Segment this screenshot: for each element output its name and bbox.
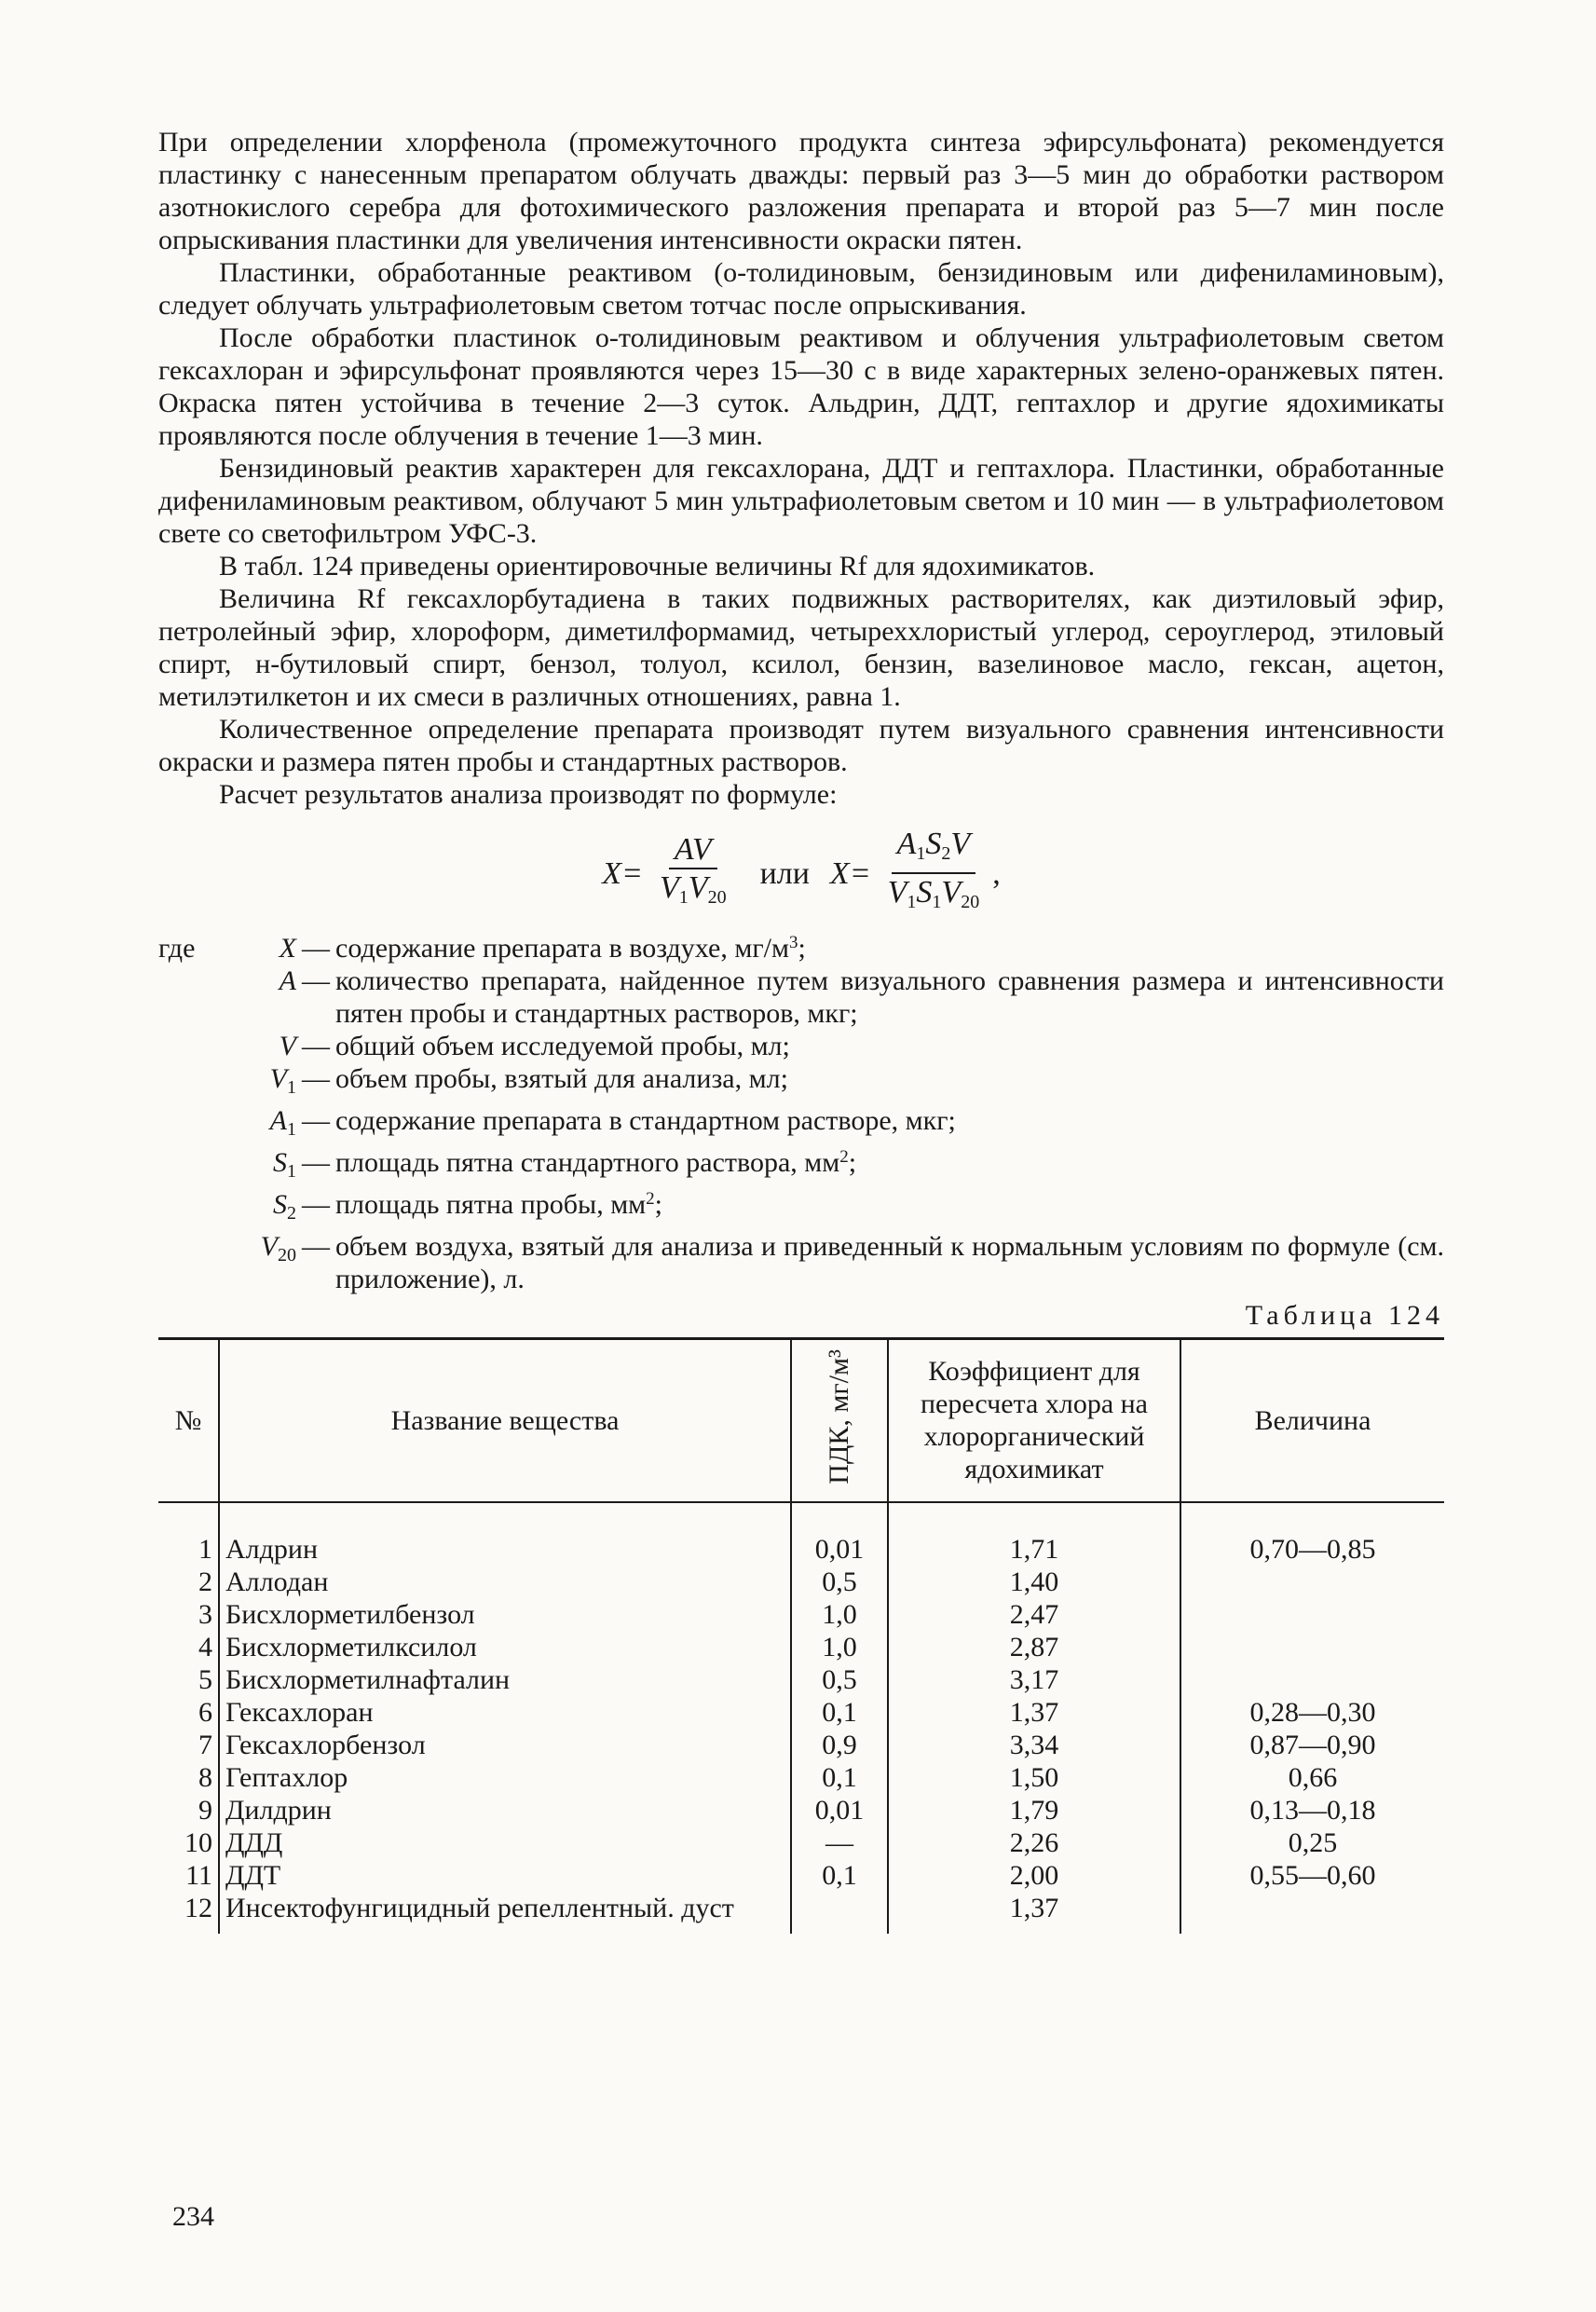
definition-item: [158, 1104, 1444, 1146]
table-row: [158, 1892, 1444, 1934]
definition-lead: где: [158, 933, 196, 964]
cell-coefficient: 1,37: [888, 1696, 1180, 1729]
fraction-1-numerator: AV: [669, 833, 717, 869]
table-row: [158, 1729, 1444, 1761]
cell-coefficient: 1,71: [888, 1502, 1180, 1566]
page-body: [158, 126, 1444, 1934]
table-body: [158, 1502, 1444, 1934]
definition-symbol: V: [279, 1031, 296, 1061]
paragraph-6: Величина Rf гексахлорбутадиена в таких подвижных растворителях, как диэтиловый эфир, петролейный эфир, хлороформ, диметилформамид, четыреххлористый углерод, сероуглерод, этиловый спирт, н-бутиловый спирт, бензол, толуол, ксилол, бензин, вазелиновое масло, гексан, ацетон, метилэтилкетон и их смеси в различных отношениях, равна 1.: [158, 583, 1444, 712]
formula: [158, 828, 1444, 919]
table-row: [158, 1859, 1444, 1892]
paragraph-5: В табл. 124 приведены ориентировочные величины Rf для ядохимикатов.: [219, 551, 1096, 581]
cell-name: Бисхлорметилксилол: [219, 1631, 791, 1663]
cell-name: Алдрин: [219, 1502, 791, 1566]
cell-coefficient: 2,47: [888, 1598, 1180, 1631]
formula-comma: ,: [992, 855, 1001, 891]
cell-pdk: —: [791, 1826, 888, 1859]
cell-num: 1: [198, 1533, 212, 1565]
definition-item: [158, 1146, 1444, 1188]
table-row: [158, 1598, 1444, 1631]
definition-dash: —: [302, 965, 330, 996]
table-row: [158, 1663, 1444, 1696]
definition-lead: [158, 1104, 212, 1146]
definition-dash: —: [302, 933, 330, 964]
cell-coefficient: 1,40: [888, 1566, 1180, 1598]
cell-coefficient: 2,26: [888, 1826, 1180, 1859]
cell-pdk: 0,5: [791, 1663, 888, 1696]
formula-or: или: [759, 855, 810, 891]
cell-num: 7: [198, 1729, 212, 1760]
paragraph-8: Расчет результатов анализа производят по формуле:: [219, 779, 838, 810]
definition-item: [158, 1062, 1444, 1104]
paragraph-7: Количественное определение препарата производят путем визуального сравнения интенсивности окраски и размера пятен пробы и стандартных растворов.: [158, 714, 1444, 777]
formula-fraction-1: [654, 833, 732, 914]
cell-num: 10: [184, 1826, 212, 1858]
paragraph-3: После обработки пластинок о-толидиновым реактивом и облучения ультрафиолетовым светом гексахлоран и эфирсульфонат проявляются через 15—30 с в виде характерных зелено-оранжевых пятен. Окраска пятен устойчива в течение 2—3 суток. Альдрин, ДДТ, гептахлор и другие ядохимикаты проявляются после облучения в течение 1—3 мин.: [158, 322, 1444, 451]
paragraph-1: При определении хлорфенола (промежуточного продукта синтеза эфирсульфоната) рекомендуется пластинку с нанесенным препаратом облучать дважды: первый раз 3—5 мин до обработки раствором азотнокислого серебра для фотохимического разложения препарата и второй раз 5—7 мин после опрыскивания пластинки для увеличения интенсивности окраски пятен.: [158, 127, 1444, 255]
header-num: №: [174, 1404, 202, 1436]
table-row: [158, 1631, 1444, 1663]
definition-text: общий объем исследуемой пробы, мл;: [335, 1031, 790, 1061]
fraction-1-denominator: $V_1V_{20}$: [660, 869, 727, 908]
definition-symbol: $S_1$: [273, 1147, 296, 1182]
cell-name: Бисхлорметилнафталин: [219, 1663, 791, 1696]
definition-text: площадь пятна пробы, $мм^2$;: [335, 1189, 663, 1220]
cell-num: 4: [198, 1631, 212, 1662]
definition-symbol: X: [279, 933, 296, 964]
cell-value: 0,55—0,60: [1180, 1859, 1444, 1892]
definition-dash: —: [302, 1147, 330, 1178]
definition-text: объем воздуха, взятый для анализа и приведенный к нормальным условиям по формуле (см. приложение), л.: [335, 1231, 1444, 1294]
definition-lead: [158, 964, 212, 1030]
definition-item: [158, 964, 1444, 1030]
definition-lead: [158, 1188, 212, 1230]
definition-dash: —: [302, 1063, 330, 1094]
cell-value: [1180, 1631, 1444, 1663]
table-header-row: [158, 1339, 1444, 1502]
definition-text: площадь пятна стандартного раствора, $мм^2$;: [335, 1147, 857, 1178]
definition-dash: —: [302, 1189, 330, 1220]
cell-pdk: 0,5: [791, 1566, 888, 1598]
cell-pdk: 0,1: [791, 1761, 888, 1794]
cell-value: [1180, 1663, 1444, 1696]
definition-text: содержание препарата в воздухе, $мг/м^3$;: [335, 933, 806, 964]
cell-num: 6: [198, 1696, 212, 1728]
cell-num: 3: [198, 1598, 212, 1630]
table-row: [158, 1566, 1444, 1598]
cell-coefficient: 2,00: [888, 1859, 1180, 1892]
cell-name: Инсектофунгицидный репеллентный. дуст: [219, 1892, 791, 1934]
header-name: Название вещества: [219, 1339, 791, 1502]
table-row: [158, 1761, 1444, 1794]
definition-symbol: $A_1$: [269, 1105, 296, 1140]
definition-text: содержание препарата в стандартном растворе, мкг;: [335, 1105, 956, 1136]
table-row: [158, 1826, 1444, 1859]
cell-num: 9: [198, 1794, 212, 1826]
fraction-2-denominator: $V_1S_1V_{20}$: [887, 875, 980, 912]
header-coefficient: Коэффициент для пересчета хлора на хлорорганический ядохимикат: [888, 1339, 1180, 1502]
paragraph-4: Бензидиновый реактив характерен для гексахлорана, ДДТ и гептахлора. Пластинки, обработанные дифениламиновым реактивом, облучают 5 мин ультрафиолетовым светом и 10 мин — в ультрафиолетовом свете со светофильтром УФС-3.: [158, 453, 1444, 549]
cell-value: 0,66: [1180, 1761, 1444, 1794]
definition-dash: —: [302, 1105, 330, 1136]
cell-value: [1180, 1892, 1444, 1934]
table-row: [158, 1794, 1444, 1826]
cell-pdk: 0,01: [791, 1502, 888, 1566]
cell-name: ДДД: [219, 1826, 791, 1859]
cell-value: 0,87—0,90: [1180, 1729, 1444, 1761]
table-row: [158, 1502, 1444, 1566]
cell-name: Бисхлорметилбензол: [219, 1598, 791, 1631]
paragraph-2: Пластинки, обработанные реактивом (о-толидиновым, бензидиновым или дифениламиновым), следует облучать ультрафиолетовым светом тотчас после опрыскивания.: [158, 257, 1444, 321]
definition-lead: [158, 1062, 212, 1104]
header-pdk-label: ПДК, мг/м³: [824, 1349, 854, 1484]
definition-item: [158, 1188, 1444, 1230]
cell-coefficient: 1,37: [888, 1892, 1180, 1934]
formula-fraction-2: [882, 828, 986, 919]
cell-num: 5: [198, 1663, 212, 1695]
table-caption: Таблица 124: [1245, 1300, 1444, 1331]
header-value: Величина: [1180, 1339, 1444, 1502]
cell-value: 0,28—0,30: [1180, 1696, 1444, 1729]
fraction-2-numerator: $A_1S_2V$: [892, 828, 976, 874]
cell-name: Аллодан: [219, 1566, 791, 1598]
cell-name: Гексахлорбензол: [219, 1729, 791, 1761]
cell-coefficient: 3,34: [888, 1729, 1180, 1761]
definition-dash: —: [302, 1031, 330, 1061]
cell-name: Дилдрин: [219, 1794, 791, 1826]
cell-coefficient: 2,87: [888, 1631, 1180, 1663]
definition-symbol: $V_1$: [269, 1063, 296, 1098]
cell-value: 0,13—0,18: [1180, 1794, 1444, 1826]
definition-text: объем пробы, взятый для анализа, мл;: [335, 1063, 788, 1094]
data-table: [158, 1337, 1444, 1934]
cell-pdk: 0,01: [791, 1794, 888, 1826]
header-pdk: [791, 1339, 888, 1502]
cell-coefficient: 1,50: [888, 1761, 1180, 1794]
definition-symbol: $V_{20}$: [260, 1231, 296, 1265]
cell-pdk: 1,0: [791, 1598, 888, 1631]
formula-lhs-1: X=: [602, 855, 643, 891]
cell-pdk: [791, 1892, 888, 1934]
cell-pdk: 1,0: [791, 1631, 888, 1663]
definition-item: [158, 932, 1444, 964]
table-row: [158, 1696, 1444, 1729]
cell-value: 0,25: [1180, 1826, 1444, 1859]
definition-symbol: A: [279, 965, 296, 996]
cell-pdk: 0,1: [791, 1859, 888, 1892]
cell-pdk: 0,9: [791, 1729, 888, 1761]
definition-symbol: $S_2$: [273, 1189, 296, 1224]
cell-name: Гексахлоран: [219, 1696, 791, 1729]
definition-item: [158, 1030, 1444, 1062]
cell-value: [1180, 1566, 1444, 1598]
cell-value: [1180, 1598, 1444, 1631]
cell-name: Гептахлор: [219, 1761, 791, 1794]
definition-item: [158, 1230, 1444, 1295]
cell-num: 2: [198, 1566, 212, 1597]
definition-lead: [158, 1146, 212, 1188]
formula-lhs-2: X=: [829, 855, 871, 891]
definitions-list: [158, 932, 1444, 1295]
cell-coefficient: 3,17: [888, 1663, 1180, 1696]
definition-lead: [158, 1030, 212, 1062]
cell-num: 12: [184, 1892, 212, 1923]
definition-text: количество препарата, найденное путем визуального сравнения размера и интенсивности пятен пробы и стандартных растворов, мкг;: [335, 965, 1444, 1029]
cell-coefficient: 1,79: [888, 1794, 1180, 1826]
cell-value: 0,70—0,85: [1180, 1502, 1444, 1566]
cell-pdk: 0,1: [791, 1696, 888, 1729]
page-number: 234: [172, 2201, 214, 2232]
definition-lead: [158, 1230, 212, 1295]
cell-num: 8: [198, 1761, 212, 1793]
cell-num: 11: [185, 1859, 212, 1891]
cell-name: ДДТ: [219, 1859, 791, 1892]
definition-dash: —: [302, 1231, 330, 1262]
